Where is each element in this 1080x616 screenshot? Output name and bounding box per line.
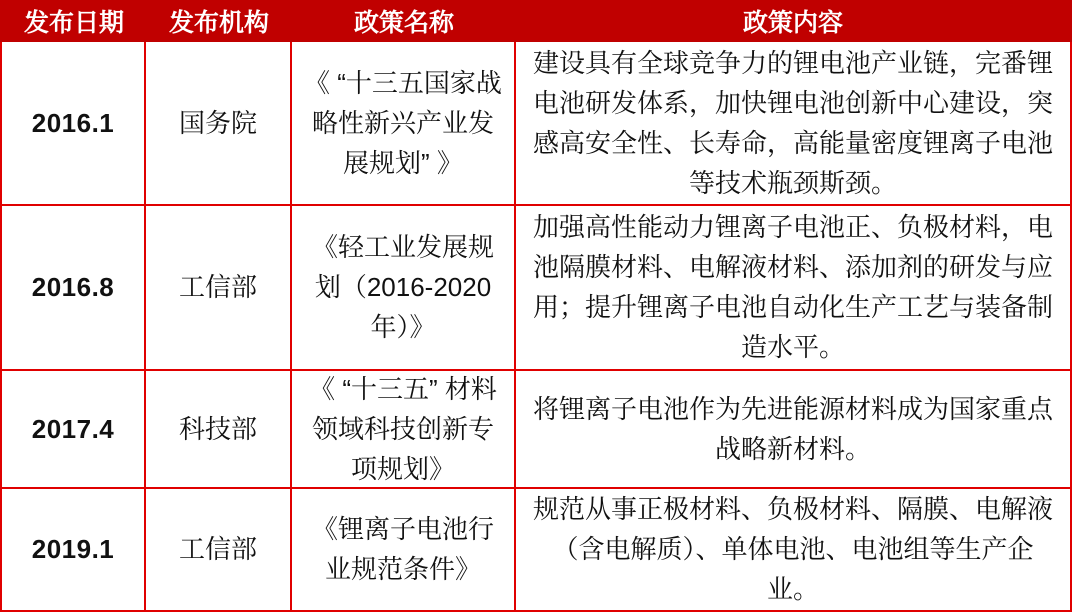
- column-header-policy-name: 政策名称: [353, 9, 454, 37]
- policy-name-cell: 《 “十三五” 材料领域科技创新专项规划》: [292, 371, 516, 487]
- table-row: [2, 206, 1070, 370]
- date-cell: 2017.4: [2, 371, 146, 487]
- column-header-policy-content: 政策内容: [742, 9, 843, 37]
- policy-name-cell: 《 “十三五国家战略性新兴产业发展规划” 》: [292, 42, 516, 204]
- agency-cell: 科技部: [146, 371, 292, 487]
- date-cell: 2016.8: [2, 206, 146, 368]
- agency-cell: 国务院: [146, 42, 292, 204]
- date-cell: 2019.1: [2, 489, 146, 610]
- policy-name-cell: 《锂离子电池行业规范条件》: [292, 489, 516, 610]
- policy-name-cell: 《轻工业发展规划（2016-2020年）》: [292, 206, 516, 368]
- table-header-row: [0, 0, 1072, 42]
- policy-content-cell: 加强高性能动力锂离子电池正、负极材料，电池隔膜材料、电解液材料、添加剂的研发与应用；提升锂离子电池自动化生产工艺与装备制造水平。: [532, 212, 1053, 363]
- column-header-agency: 发布机构: [168, 9, 269, 37]
- table-row: [2, 42, 1070, 206]
- column-header-date: 发布日期: [23, 9, 124, 37]
- policy-content-cell: 建设具有全球竞争力的锂电池产业链，完番锂电池研发体系，加快锂电池创新中心建设，突感高安全性、长寿命，高能量密度锂离子电池等技术瓶颈斯颈。: [532, 48, 1053, 199]
- agency-cell: 工信部: [146, 489, 292, 610]
- table-row: [2, 489, 1070, 610]
- policy-content-cell: 规范从事正极材料、负极材料、隔膜、电解液（含电解质）、单体电池、电池组等生产企业。: [532, 494, 1053, 605]
- date-cell: 2016.1: [2, 42, 146, 204]
- table-row: [2, 371, 1070, 489]
- policy-content-cell: 将锂离子电池作为先进能源材料成为国家重点战略新材料。: [532, 393, 1053, 464]
- agency-cell: 工信部: [146, 206, 292, 368]
